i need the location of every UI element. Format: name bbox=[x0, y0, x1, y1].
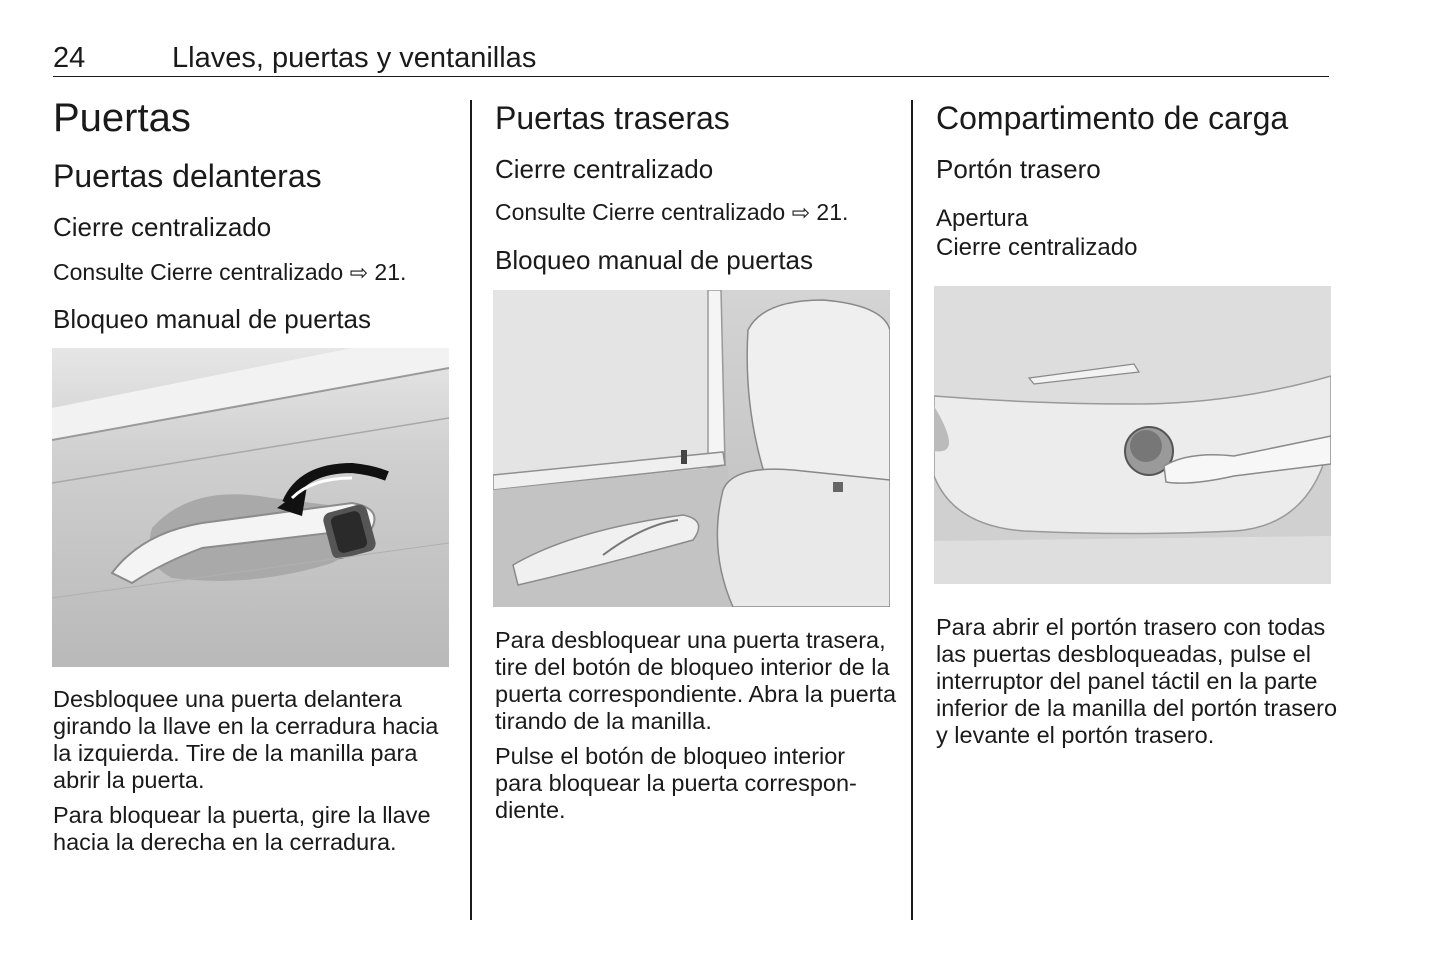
tailgate-opening-illustration bbox=[934, 286, 1331, 584]
section-title: Puertas bbox=[53, 96, 191, 140]
reference-page: 21. bbox=[816, 199, 849, 225]
subsection-title: Puertas delanteras bbox=[53, 158, 322, 194]
cross-reference[interactable] bbox=[495, 199, 848, 226]
page-ref-arrow-icon: ⇨ bbox=[791, 200, 811, 225]
paragraph-unlock: Para desbloquear una puerta trasera, tire del botón de bloqueo interior de la puerta correspondiente. Abra la puerta tirando de la manilla. bbox=[495, 627, 897, 734]
heading-manual-lock: Bloqueo manual de puertas bbox=[495, 245, 814, 275]
heading-manual-lock: Bloqueo manual de puertas bbox=[53, 304, 372, 334]
reference-text: Consulte Cierre centralizado bbox=[53, 259, 344, 285]
front-door-key-illustration bbox=[52, 348, 449, 667]
heading-opening: Apertura bbox=[936, 205, 1029, 232]
paragraph-lock: Para bloquear la puerta, gire la llave hacia la derecha en la cerradura. bbox=[53, 802, 431, 855]
reference-text: Consulte Cierre centralizado bbox=[495, 199, 786, 225]
heading-central-locking: Cierre centralizado bbox=[53, 212, 272, 242]
rear-door-lock-illustration bbox=[493, 290, 890, 607]
subsection-title: Portón trasero bbox=[936, 154, 1101, 184]
paragraph-lock: Pulse el botón de bloqueo interior para bloquear la puerta correspon-diente. bbox=[495, 743, 857, 823]
page-number: 24 bbox=[53, 42, 86, 74]
chapter-title: Llaves, puertas y ventanillas bbox=[172, 42, 537, 74]
heading-central-locking: Cierre centralizado bbox=[495, 154, 714, 184]
column-divider bbox=[470, 100, 472, 920]
cross-reference[interactable] bbox=[53, 259, 406, 286]
paragraph-unlock: Desbloquee una puerta delantera girando la llave en la cerradura hacia la izquierda. Tire de la manilla para abrir la puerta. bbox=[53, 686, 439, 793]
reference-page: 21. bbox=[374, 259, 407, 285]
heading-central-locking: Cierre centralizado bbox=[936, 234, 1138, 261]
section-title: Puertas traseras bbox=[495, 100, 730, 136]
section-title: Compartimento de carga bbox=[936, 100, 1289, 136]
page-header bbox=[53, 40, 1329, 77]
page-ref-arrow-icon: ⇨ bbox=[349, 260, 369, 285]
column-divider bbox=[911, 100, 913, 920]
paragraph-tailgate-open: Para abrir el portón trasero con todas las puertas desbloqueadas, pulse el interruptor del panel táctil en la parte inferior de la manilla del portón trasero y levante el portón trasero. bbox=[936, 614, 1338, 748]
